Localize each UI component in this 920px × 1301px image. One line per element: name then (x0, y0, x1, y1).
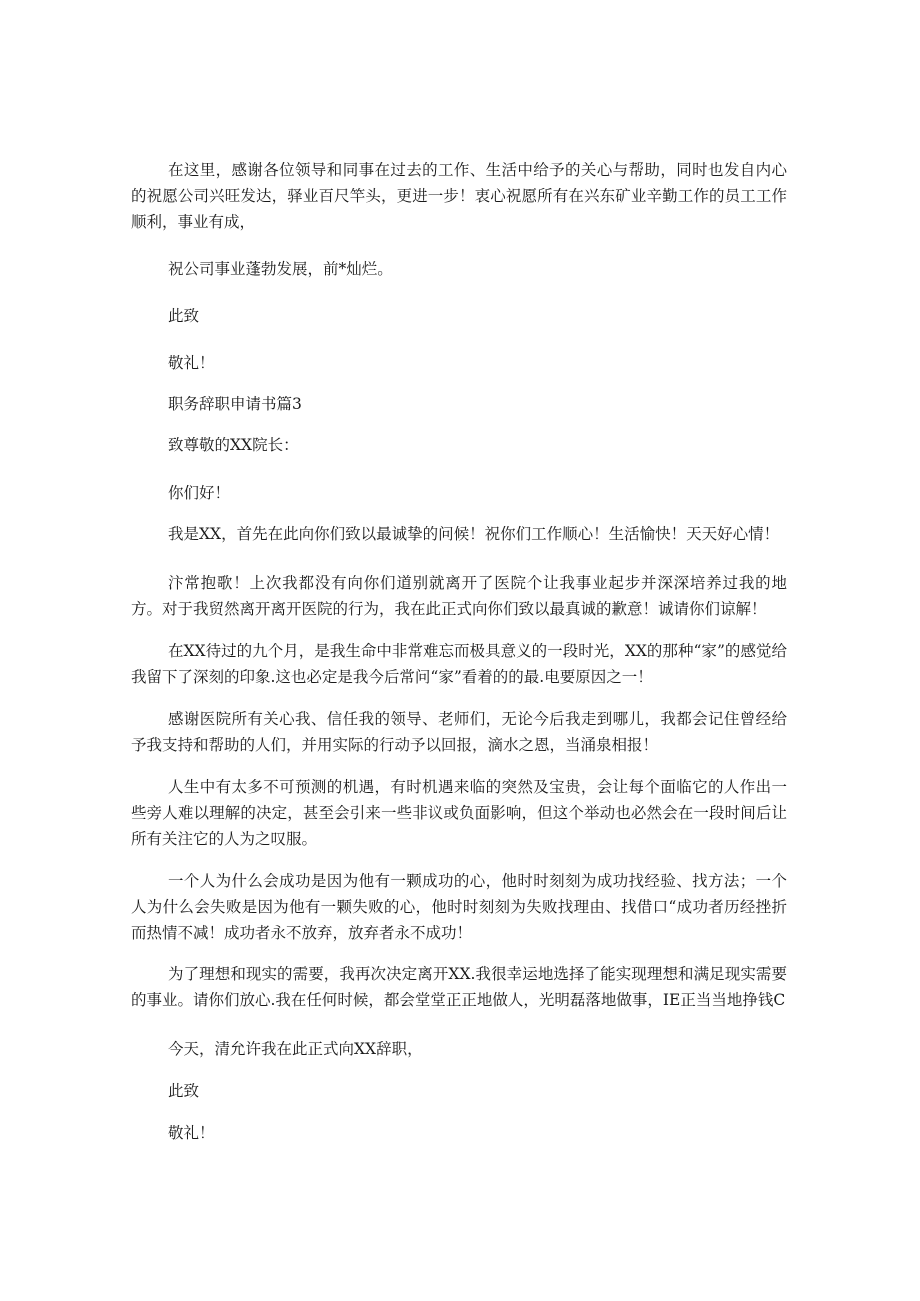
letter-body (131, 157, 787, 1146)
paragraph-decision: 为了理想和现实的需要，我再次决定离开XX.我很幸运地选择了能实现理想和满足现实需要的事业。请你们放心.我在任何时候，都会堂堂正正地做人，光明磊落地做事，IE正当当地挣钱C (131, 965, 787, 1009)
closing-regards-2: 敬礼！ (168, 1124, 215, 1142)
paragraph-memories: 在XX待过的九个月，是我生命中非常难忘而极具意义的一段时光，XX的那种“家”的感觉给我留下了深刻的印象.这也必定是我今后常问“家”看着的的最.电要原因之一！ (131, 642, 787, 686)
paragraph-apology: 汴常抱歌！上次我都没有向你们道别就离开了医院个让我事业起步并深深培养过我的地方。对于我贸然离开离开医院的行为，我在此正式向你们致以最真诚的歉意！诚请你们谅解！ (131, 574, 787, 618)
paragraph-success: 一个人为什么会成功是因为他有一颗成功的心，他时时刻刻为成功找经验、找方法；一个人为什么会失败是因为他有一颗失败的心，他时时刻刻为失败找理由、找借口“成功者历经挫折而热情不减！成功者永不放弃，放弃者永不成功！ (131, 872, 787, 942)
closing-regards: 敬礼！ (168, 354, 215, 372)
paragraph-wish: 祝公司事业蓬勃发展，前*灿烂。 (168, 260, 393, 278)
greeting: 你们好！ (168, 484, 231, 502)
closing-salutation-2: 此致 (168, 1082, 200, 1100)
closing-salutation: 此致 (168, 307, 200, 325)
paragraph-intro: 我是XX，首先在此向你们致以最诚挚的问候！祝你们工作顺心！生活愉快！天天好心情！ (168, 525, 780, 543)
letter-address: 致尊敬的XX院长： (168, 436, 299, 454)
paragraph-gratitude: 感谢医院所有关心我、信任我的领导、老师们，无论今后我走到哪儿，我都会记住曾经给予我支持和帮助的人们，并用实际的行动予以回报，滴水之恩，当涌泉相报！ (131, 710, 787, 754)
section-heading: 职务辞职申请书篇3 (168, 395, 302, 413)
paragraph-opportunity: 人生中有太多不可预测的机遇，有时机遇来临的突然及宝贵，会让每个面临它的人作出一些旁人难以理解的决定，甚至会引来一些非议或负面影响，但这个举动也必然会在一段时间后让所有关注它的人为之叹服。 (131, 778, 787, 848)
paragraph-resign: 今天，清允许我在此正式向XX辞职， (168, 1040, 423, 1058)
paragraph-thanks: 在这里，感谢各位领导和同事在过去的工作、生活中给予的关心与帮助，同时也发自内心的祝愿公司兴旺发达，驿业百尺竿头，更进一步！衷心祝愿所有在兴东矿业辛勤工作的员工工作顺利，事业有成， (131, 161, 787, 231)
